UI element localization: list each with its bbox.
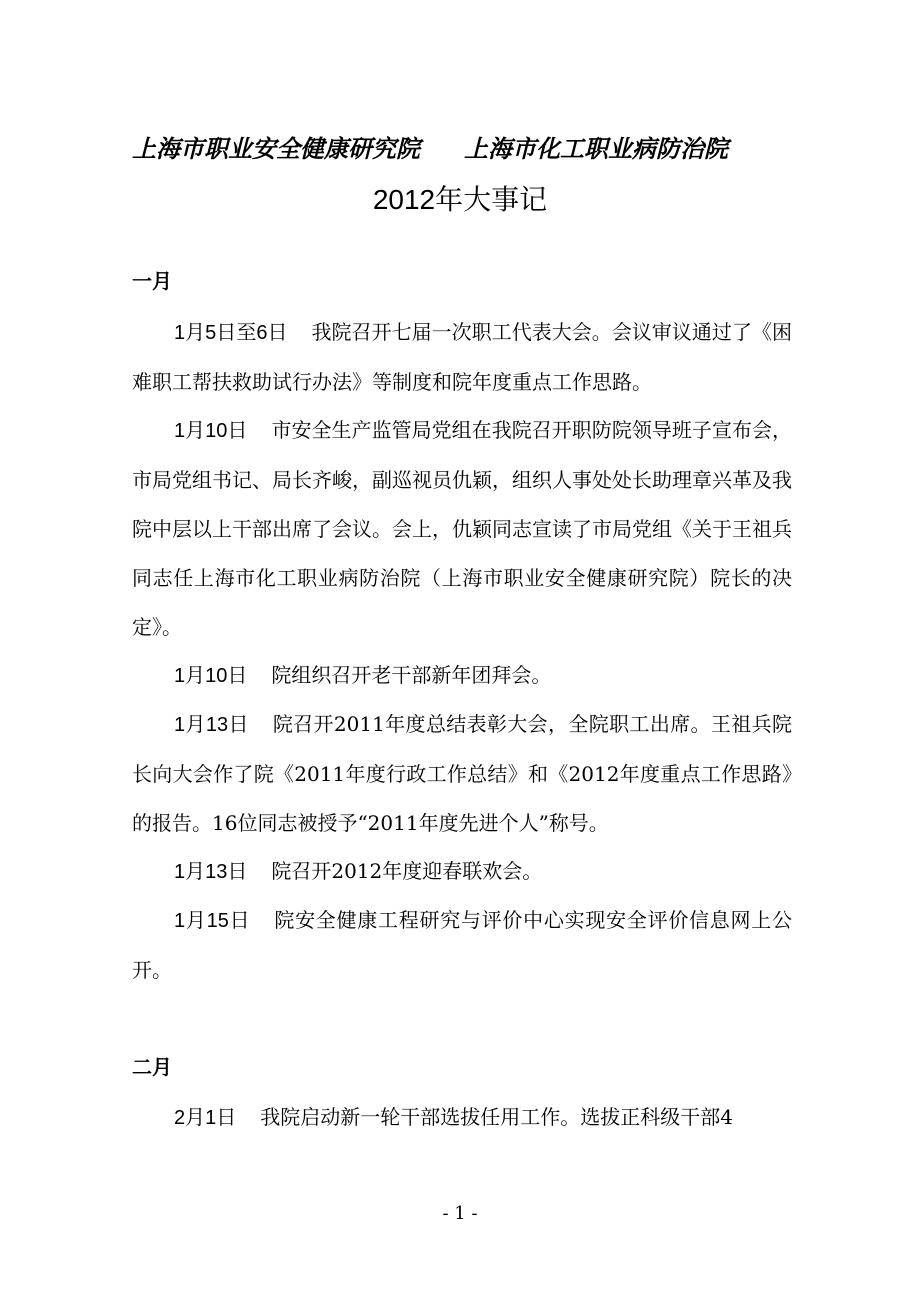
event-date: 1月13日 [174,714,249,736]
event-text: 院组织召开老干部新年团拜会。 [271,663,552,687]
event-date: 1月10日 [174,420,248,442]
event-entry [132,308,792,407]
event-entry [132,651,792,701]
institution-name-secondary: 上海市化工职业病防治院 [464,134,728,163]
event-text: 我院召开七届一次职工代表大会。会议审议通过了《困难职工帮扶救助试行办法》等制度和院年度重点工作思路。 [132,320,792,394]
month-heading-january: 一月 [132,271,172,293]
event-date: 1月5日至6日 [174,322,288,344]
event-entry [132,406,792,652]
event-date: 1月13日 [174,861,248,883]
event-text: 院召开2012年度迎春联欢会。 [271,859,543,883]
event-date: 1月10日 [174,665,248,687]
event-date: 2月1日 [174,1107,237,1129]
event-text: 市安全生产监管局党组在我院召开职防院领导班子宣布会，市局党组书记、局长齐峻，副巡视员仇颖，组织人事处处长助理章兴革及我院中层以上干部出席了会议。会上，仇颖同志宣读了市局党组《关于王祖兵同志任上海市化工职业病防治院（上海市职业安全健康研究院）院长的决定》。 [132,418,793,639]
month-heading-february: 二月 [132,1057,172,1079]
event-entry [132,896,792,995]
event-text: 院安全健康工程研究与评价中心实现安全评价信息网上公开。 [132,908,793,982]
page-number: - 1 - [442,1203,478,1224]
event-date: 1月15日 [174,910,251,932]
institution-header [132,132,792,166]
institution-name-primary: 上海市职业安全健康研究院 [132,134,420,163]
event-entry [132,1093,792,1143]
event-entry [132,700,792,848]
event-entry [132,847,792,897]
document-title: 2012年大事记 [372,184,548,215]
event-text: 院召开2011年度总结表彰大会，全院职工出席。王祖兵院长向大会作了院《2011年度行政工作总结》和《2012年度重点工作思路》的报告。16位同志被授予“2011年度先进个人”称号。 [132,712,792,835]
event-text: 我院启动新一轮干部选拔任用工作。选拔正科级干部4 [260,1105,733,1129]
